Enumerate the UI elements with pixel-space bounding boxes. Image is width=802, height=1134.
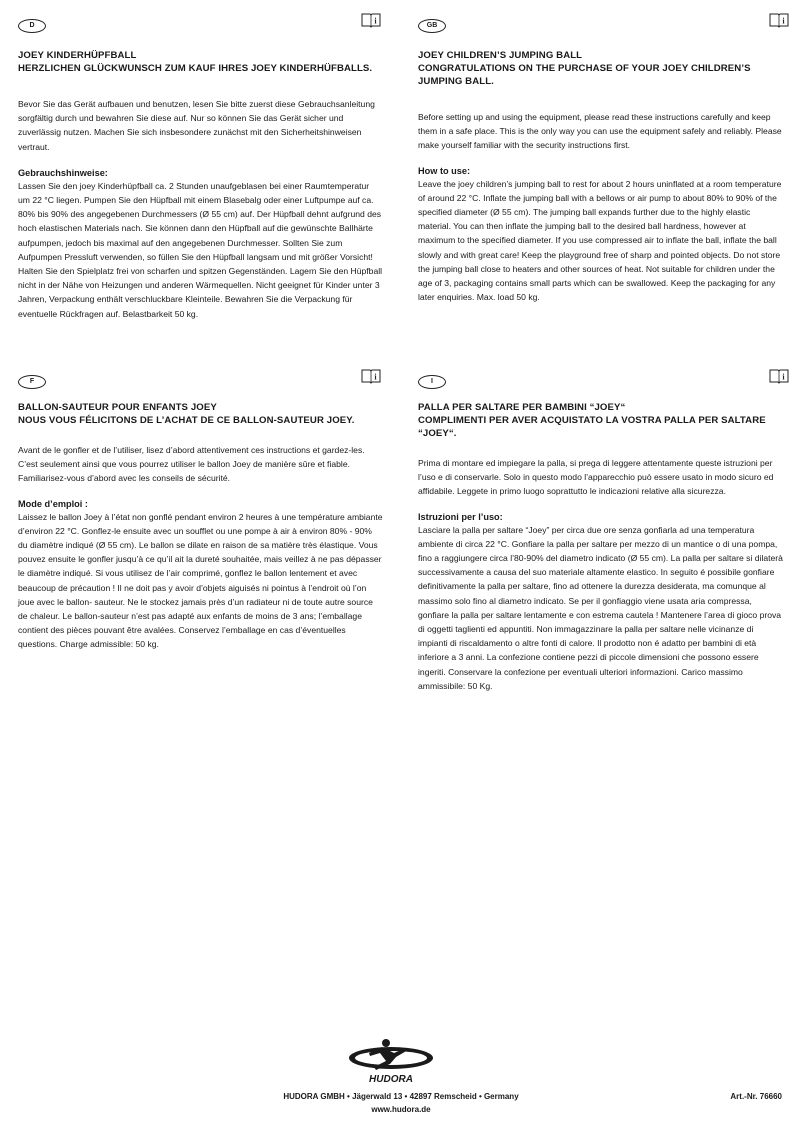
- intro-paragraph: Avant de le gonfler et de l’utiliser, lisez d’abord attentivement ces instructions et gardez-les. C’est seulement ainsi que vous pourrez utiliser le ballon Joey de manière sûre et fiable. Familiarisez-vous d’abord avec les conseils de sécurité.: [18, 445, 365, 484]
- title-line-2: COMPLIMENTI PER AVER ACQUISTATO LA VOSTRA PALLA PER SALTARE “JOEY“.: [418, 415, 766, 439]
- language-badge-fr: F: [18, 375, 46, 389]
- intro-paragraph: Prima di montare ed impiegare la palla, si prega di leggere attentamente queste istruzioni per l’uso e di conservarle. Solo in questo modo l’apparecchio può essere usato in modo sicuro ed affidabile. Leggete in primo luogo soprattutto le indicazioni relative alla sicurezza.: [418, 458, 774, 497]
- usage-text: Laissez le ballon Joey à l’état non gonflé pendant environ 2 heures à une température ambiante d’environ 22 °C. Gonflez-le ensuite avec un soufflet ou une pompe à air à environ 80% - 90% du diamètre indiqué (Ø 55 cm). Le ballon se dilate en raison de sa matière très élastique. Vous pouvez ensuite le gonfler jusqu’à ce qu’il ait la dureté souhaitée, mais veillez à ne pas dépasser le diamètre indiqué. Si vous utilisez de l’air comprimé, gonflez le ballon lentement et avec beaucoup de précaution ! Il ne doit pas y avoir d’objets aiguisés ni pointus à l’endroit où l’on joue avec le ballon- sauteur. Ne le stockez jamais près d’un radiateur ni de toute autre source de chaleur. Le ballon-sauteur n’est pas adapté aux enfants de moins de 3 ans; l’emballage contient des pièces pouvant être avalées. Conservez l’emballage en cas d’éventuelles questions. Charge admissible: 50 kg.: [18, 511, 383, 650]
- section-english: [418, 12, 783, 304]
- section-title: [18, 401, 383, 427]
- hudora-logo: [346, 1036, 436, 1088]
- manual-info-icon: [769, 12, 789, 28]
- section-german: [18, 12, 383, 321]
- usage-heading: Mode d’emploi :: [18, 498, 88, 509]
- svg-text:i: i: [374, 372, 377, 382]
- svg-text:i: i: [782, 16, 785, 26]
- usage-heading: Gebrauchshinweise:: [18, 167, 108, 178]
- manual-info-icon: [361, 12, 381, 28]
- usage-heading: How to use:: [418, 165, 471, 176]
- section-french: [18, 368, 383, 652]
- language-badge-it: I: [418, 375, 446, 389]
- section-title: [418, 49, 783, 88]
- usage-heading: Istruzioni per l’uso:: [418, 511, 503, 522]
- title-line-1: JOEY CHILDREN’S JUMPING BALL: [418, 50, 583, 61]
- svg-text:i: i: [782, 372, 785, 382]
- article-number: Art.-Nr. 76660: [730, 1092, 782, 1101]
- title-line-2: CONGRATULATIONS ON THE PURCHASE OF YOUR JOEY CHILDREN’S JUMPING BALL.: [418, 63, 751, 87]
- manual-info-icon: [361, 368, 381, 384]
- intro-paragraph: Before setting up and using the equipment, please read these instructions carefully and keep them in a safe place. This is the only way you can use the equipment safely and reliably. Please make yourself familiar with the security instructions first.: [418, 112, 782, 151]
- title-line-1: PALLA PER SALTARE PER BAMBINI “JOEY“: [418, 402, 626, 413]
- usage-text: Leave the joey children’s jumping ball to rest for about 2 hours uninflated at a room temperature of around 22 °C. Inflate the jumping ball with a bellows or air pump to about 80% to 90% of the specified diameter (Ø 55 cm). The jumping ball expands further due to the highly elastic material. You can then inflate the jumping ball to the desired ball hardness, however at maximum to the specified diameter. If you use compressed air to inflate the ball, inflate the ball slowly and with great care! Keep the playground free of sharp and pointed objects. Do not store the jumping ball close to heaters and other sources of heat. Not suitable for children under the age of 3, packaging contains small parts which can be swallowed. Keep the packaging for any later enquiries. Max. load 50 kg.: [418, 178, 782, 303]
- usage-text: Lassen Sie den joey Kinderhüpfball ca. 2 Stunden unaufgeblasen bei einer Raumtemperatur um 22 °C liegen. Pumpen Sie den Hüpfball mit einem Blasebalg oder einer Luftpumpe auf ca. 80% bis 90% des angegebenen Durchmessers (Ø 55 cm) auf. Der Hüpfball dehnt aufgrund des hoch elastischen Materials nach. Sie können dann den Hüpfball auf die gewünschte Ballhärte aufpumpen, jedoch bis maximal auf den angegebenen Durchmesser. Sollten Sie zum Aufpumpen Pressluft verwenden, so füllen Sie den Hüpfball langsam und mit größer Vorsicht! Halten Sie den Spielplatz frei von scharfen und spitzen Gegenständen. Lagern Sie den Hüpfball nicht in der Nähe von Heizungen und anderen Wärmequellen. Nicht geeignet für Kinder unter 3 Jahren, Verpackung enthält verschluckbare Kleinteile. Bewahren Sie die Verpackung für eventuelle Rückfragen auf. Belastbarkeit 50 kg.: [18, 180, 383, 319]
- manual-info-icon: [769, 368, 789, 384]
- title-line-1: BALLON-SAUTEUR POUR ENFANTS JOEY: [18, 402, 217, 413]
- language-badge-de: D: [18, 19, 46, 33]
- section-title: [18, 49, 383, 75]
- company-website: www.hudora.de: [371, 1105, 431, 1114]
- svg-text:i: i: [374, 16, 377, 26]
- logo-wordmark: HUDORA: [369, 1074, 413, 1085]
- section-italian: [418, 368, 783, 693]
- title-line-2: HERZLICHEN GLÜCKWUNSCH ZUM KAUF IHRES JOEY KINDERHÜFBALLS.: [18, 63, 373, 74]
- section-title: [418, 401, 783, 440]
- title-line-2: NOUS VOUS FÉLICITONS DE L’ACHAT DE CE BALLON-SAUTEUR JOEY.: [18, 415, 355, 426]
- language-badge-gb: GB: [418, 19, 446, 33]
- title-line-1: JOEY KINDERHÜPFBALL: [18, 50, 137, 61]
- company-address: HUDORA GMBH • Jägerwald 13 • 42897 Remscheid • Germany: [283, 1092, 519, 1101]
- intro-paragraph: Bevor Sie das Gerät aufbauen und benutzen, lesen Sie bitte zuerst diese Gebrauchsanleitung sorgfältig durch und bewahren Sie diese auf. Nur so können Sie das Gerät sicher und zuverlässig nutzen. Machen Sie sich insbesondere zunächst mit den Sicherheitshinweisen vertraut.: [18, 99, 375, 152]
- usage-text: Lasciare la palla per saltare “Joey” per circa due ore senza gonfiarla ad una temperatura ambiente di circa 22 °C. Gonfiare la palla per saltare per mezzo di un mantice o di una pompa, fino a raggiungere circa l’80-90% del diametro indicato (Ø 55 cm). La palla per saltare si dilaterà successivamente a causa del suo materiale altamente elastico. In seguito é possibile gonfiare definitivamente la palla per saltare, fino ad ottenere la durezza desiderata, ma comunque al massimo solo fino al diametro indicato. Se per il gonfiaggio viene usata aria compressa, gonfiare la palla per saltare lentamente e con estrema cautela ! Mantenere l’area di gioco prova di oggetti taglienti ed appuntiti. Non immagazzinare la palla per saltare nelle vicinanze di impianti di riscaldamento o altre fonti di calore. Il prodotto non é adatto per bambini di età inferiore a 3 anni. La confezione contiene pezzi di piccole dimensioni che possono essere ingeriti. Conservare la confezione per eventuali ulteriori informazioni. Carico massimo ammissibile: 50 Kg.: [418, 524, 783, 691]
